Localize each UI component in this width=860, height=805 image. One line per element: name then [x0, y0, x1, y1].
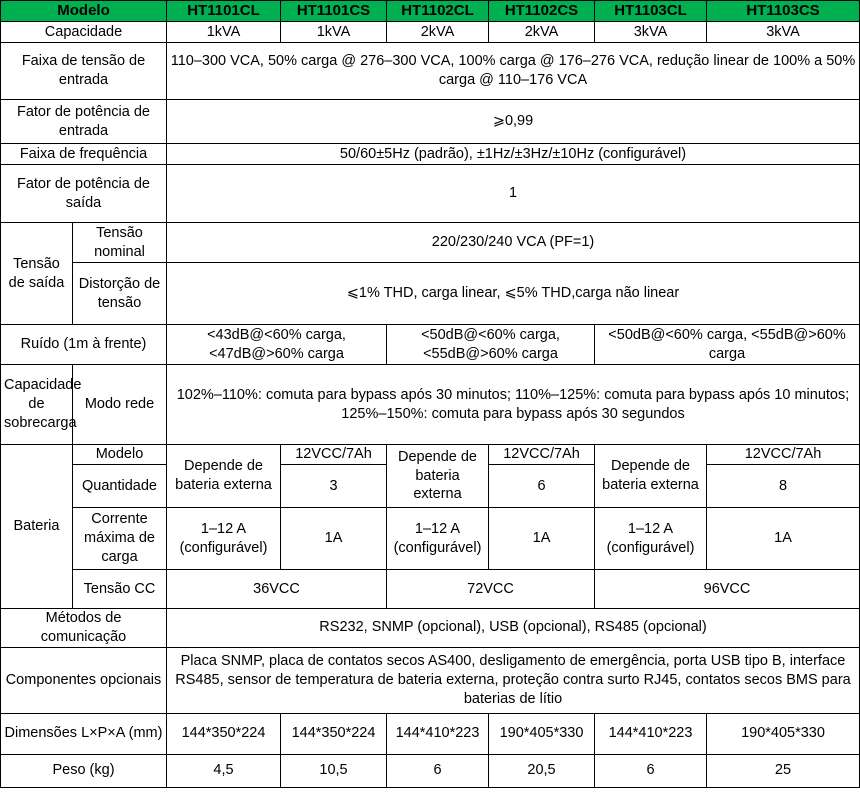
battery-dc-row — [1, 570, 860, 609]
overload-row — [1, 365, 860, 445]
nominal-voltage-value: 220/230/240 VCA (PF=1) — [167, 223, 860, 263]
input-voltage-value: 110–300 VCA, 50% carga @ 276–300 VCA, 100% carga @ 176–276 VCA, redução linear de 100% a 50% carga @ 110–176 VCA — [167, 43, 860, 100]
dimensions-row — [1, 713, 860, 754]
distortion-value: ⩽1% THD, carga linear, ⩽5% THD,carga não linear — [167, 263, 860, 325]
battery-dc-label: Tensão CC — [73, 570, 167, 609]
model-ht1102cs: HT1102CS — [489, 1, 595, 22]
battery-label: Bateria — [1, 445, 73, 609]
battery-model-cs1: 12VCC/7Ah — [281, 445, 387, 465]
battery-dc-value: 96VCC — [595, 570, 860, 609]
battery-current-row — [1, 508, 860, 570]
model-ht1101cl: HT1101CL — [167, 1, 281, 22]
output-pf-value: 1 — [167, 165, 860, 223]
weight-row — [1, 754, 860, 787]
capacity-value: 2kVA — [489, 22, 595, 43]
header-row — [1, 1, 860, 22]
dimensions-value: 144*410*223 — [387, 713, 489, 754]
weight-value: 20,5 — [489, 754, 595, 787]
weight-value: 4,5 — [167, 754, 281, 787]
battery-quantity-cs1: 3 — [281, 465, 387, 508]
weight-value: 6 — [387, 754, 489, 787]
dimensions-value: 144*410*223 — [595, 713, 707, 754]
weight-label: Peso (kg) — [1, 754, 167, 787]
capacity-value: 2kVA — [387, 22, 489, 43]
capacity-value: 3kVA — [595, 22, 707, 43]
battery-current-cs3: 1A — [707, 508, 860, 570]
nominal-voltage-label: Tensão nominal — [73, 223, 167, 263]
input-voltage-label: Faixa de tensão de entrada — [1, 43, 167, 100]
output-pf-row — [1, 165, 860, 223]
comm-row — [1, 609, 860, 648]
output-voltage-label: Tensão de saída — [1, 223, 73, 325]
battery-current-cl3: 1–12 A (configurável) — [595, 508, 707, 570]
noise-label: Ruído (1m à frente) — [1, 325, 167, 365]
battery-current-cl2: 1–12 A (configurável) — [387, 508, 489, 570]
input-pf-row — [1, 100, 860, 144]
input-pf-label: Fator de potência de entrada — [1, 100, 167, 144]
input-voltage-row — [1, 43, 860, 100]
optional-row — [1, 647, 860, 713]
output-distortion-row — [1, 263, 860, 325]
battery-external-cl3: Depende de bateria externa — [595, 445, 707, 508]
weight-value: 10,5 — [281, 754, 387, 787]
weight-value: 6 — [595, 754, 707, 787]
battery-model-row — [1, 445, 860, 465]
noise-value: <50dB@<60% carga, <55dB@>60% carga — [387, 325, 595, 365]
capacity-row — [1, 22, 860, 43]
capacity-value: 1kVA — [167, 22, 281, 43]
frequency-label: Faixa de frequência — [1, 144, 167, 165]
battery-model-cs2: 12VCC/7Ah — [489, 445, 595, 465]
battery-model-label: Modelo — [73, 445, 167, 465]
dimensions-value: 144*350*224 — [167, 713, 281, 754]
battery-quantity-cs3: 8 — [707, 465, 860, 508]
model-ht1103cs: HT1103CS — [707, 1, 860, 22]
frequency-value: 50/60±5Hz (padrão), ±1Hz/±3Hz/±10Hz (configurável) — [167, 144, 860, 165]
model-ht1101cs: HT1101CS — [281, 1, 387, 22]
weight-value: 25 — [707, 754, 860, 787]
battery-dc-value: 72VCC — [387, 570, 595, 609]
optional-value: Placa SNMP, placa de contatos secos AS400, desligamento de emergência, porta USB tipo B, interface RS485, sensor de temperatura de bateria externa, proteção contra surto RJ45, contatos secos BMS para baterias de lítio — [167, 647, 860, 713]
input-pf-value: ⩾0,99 — [167, 100, 860, 144]
model-ht1103cl: HT1103CL — [595, 1, 707, 22]
comm-label: Métodos de comunicação — [1, 609, 167, 648]
output-nominal-row — [1, 223, 860, 263]
noise-value: <50dB@<60% carga, <55dB@>60% carga — [595, 325, 860, 365]
frequency-row — [1, 144, 860, 165]
battery-quantity-label: Quantidade — [73, 465, 167, 508]
dimensions-value: 190*405*330 — [707, 713, 860, 754]
model-ht1102cl: HT1102CL — [387, 1, 489, 22]
distortion-label: Distorção de tensão — [73, 263, 167, 325]
battery-current-cl1: 1–12 A (configurável) — [167, 508, 281, 570]
overload-value: 102%–110%: comuta para bypass após 30 minutos; 110%–125%: comuta para bypass após 10 minutos; 125%–150%: comuta para bypass após 30 segundos — [167, 365, 860, 445]
comm-value: RS232, SNMP (opcional), USB (opcional), RS485 (opcional) — [167, 609, 860, 648]
dimensions-value: 190*405*330 — [489, 713, 595, 754]
optional-label: Componentes opcionais — [1, 647, 167, 713]
dimensions-label: Dimensões L×P×A (mm) — [1, 713, 167, 754]
battery-dc-value: 36VCC — [167, 570, 387, 609]
capacity-value: 3kVA — [707, 22, 860, 43]
overload-label: Capacidade de sobrecarga — [1, 365, 73, 445]
battery-quantity-cs2: 6 — [489, 465, 595, 508]
battery-model-cs3: 12VCC/7Ah — [707, 445, 860, 465]
overload-mode-label: Modo rede — [73, 365, 167, 445]
noise-row — [1, 325, 860, 365]
battery-external-cl1: Depende de bateria externa — [167, 445, 281, 508]
output-pf-label: Fator de potência de saída — [1, 165, 167, 223]
battery-current-cs1: 1A — [281, 508, 387, 570]
header-label: Modelo — [1, 1, 167, 22]
battery-current-label: Corrente máxima de carga — [73, 508, 167, 570]
battery-current-cs2: 1A — [489, 508, 595, 570]
noise-value: <43dB@<60% carga, <47dB@>60% carga — [167, 325, 387, 365]
capacity-value: 1kVA — [281, 22, 387, 43]
capacity-label: Capacidade — [1, 22, 167, 43]
battery-external-cl2: Depende de bateria externa — [387, 445, 489, 508]
dimensions-value: 144*350*224 — [281, 713, 387, 754]
